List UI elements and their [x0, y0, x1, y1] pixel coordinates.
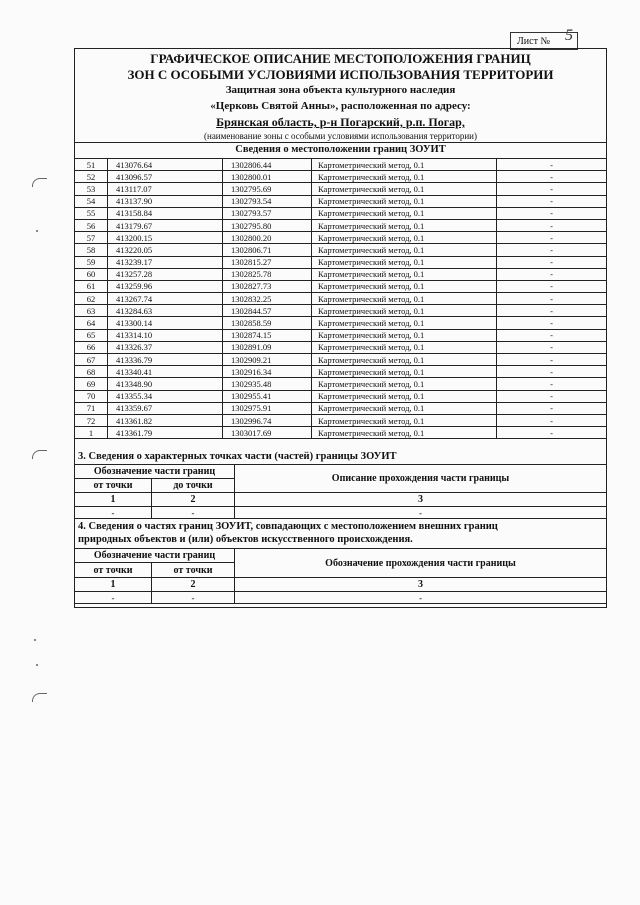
method: Картометрический метод, 0.1: [312, 183, 497, 195]
coord-y: 1302795.69: [223, 183, 312, 195]
coord-y: 1302975.91: [223, 402, 312, 414]
point-number: 58: [75, 244, 108, 256]
coord-x: 413158.84: [108, 207, 223, 219]
accuracy-note: -: [497, 354, 607, 366]
point-number: 62: [75, 293, 108, 305]
point-number: 66: [75, 341, 108, 353]
accuracy-note: -: [497, 207, 607, 219]
scan-speck: [34, 639, 36, 641]
table-row: [75, 329, 607, 341]
coord-y: 1302806.71: [223, 244, 312, 256]
accuracy-note: -: [497, 414, 607, 426]
table-row: [75, 171, 607, 183]
point-number: 72: [75, 414, 108, 426]
accuracy-note: -: [497, 402, 607, 414]
s4-num-2: 2: [152, 578, 235, 592]
method: Картометрический метод, 0.1: [312, 256, 497, 268]
coord-y: 1302909.21: [223, 354, 312, 366]
accuracy-note: -: [497, 293, 607, 305]
point-number: 67: [75, 354, 108, 366]
coord-x: 413200.15: [108, 232, 223, 244]
coord-x: 413179.67: [108, 219, 223, 231]
method: Картометрический метод, 0.1: [312, 280, 497, 292]
point-number: 57: [75, 232, 108, 244]
s3-value-3: -: [235, 507, 607, 519]
s3-num-2: 2: [152, 493, 235, 507]
point-number: 56: [75, 219, 108, 231]
coord-y: 1302891.09: [223, 341, 312, 353]
accuracy-note: -: [497, 366, 607, 378]
coord-y: 1302825.78: [223, 268, 312, 280]
coord-y: 1302996.74: [223, 414, 312, 426]
accuracy-note: -: [497, 329, 607, 341]
section-4-title-line-2: природных объектов и (или) объектов искусственного происхождения.: [78, 534, 413, 545]
point-number: 63: [75, 305, 108, 317]
method: Картометрический метод, 0.1: [312, 195, 497, 207]
s4-value-3: -: [235, 592, 607, 604]
binder-hole-mark: [32, 450, 47, 459]
accuracy-note: -: [497, 427, 607, 439]
s4-col-from: от точки: [75, 563, 152, 578]
table-row: [75, 219, 607, 231]
table-row: [75, 232, 607, 244]
table-row: [75, 305, 607, 317]
table-row: [75, 390, 607, 402]
method: Картометрический метод, 0.1: [312, 171, 497, 183]
binder-hole-mark: [32, 693, 47, 702]
point-number: 60: [75, 268, 108, 280]
point-number: 69: [75, 378, 108, 390]
coord-y: 1302815.27: [223, 256, 312, 268]
coordinates-body: [75, 159, 607, 439]
coord-x: 413361.82: [108, 414, 223, 426]
coord-y: 1302935.48: [223, 378, 312, 390]
point-number: 64: [75, 317, 108, 329]
s4-value-1: -: [75, 592, 152, 604]
s3-col-group: Обозначение части границ: [75, 465, 235, 479]
table-row: [75, 159, 607, 171]
point-number: 59: [75, 256, 108, 268]
accuracy-note: -: [497, 256, 607, 268]
method: Картометрический метод, 0.1: [312, 293, 497, 305]
coord-y: 1302793.54: [223, 195, 312, 207]
method: Картометрический метод, 0.1: [312, 329, 497, 341]
coord-y: 1302858.59: [223, 317, 312, 329]
s4-value-2: -: [152, 592, 235, 604]
method: Картометрический метод, 0.1: [312, 378, 497, 390]
point-number: 52: [75, 171, 108, 183]
coord-x: 413239.17: [108, 256, 223, 268]
accuracy-note: -: [497, 219, 607, 231]
s3-value-1: -: [75, 507, 152, 519]
s4-num-3: 3: [235, 578, 607, 592]
coord-x: 413137.90: [108, 195, 223, 207]
table-row: [75, 195, 607, 207]
table-row: [75, 280, 607, 292]
coord-x: 413257.28: [108, 268, 223, 280]
method: Картометрический метод, 0.1: [312, 159, 497, 171]
section-4-table: [74, 548, 607, 604]
s4-num-1: 1: [75, 578, 152, 592]
accuracy-note: -: [497, 268, 607, 280]
point-number: 71: [75, 402, 108, 414]
section-3-title: 3. Сведения о характерных точках части (частей) границы ЗОУИТ: [78, 451, 397, 462]
point-number: 1: [75, 427, 108, 439]
method: Картометрический метод, 0.1: [312, 402, 497, 414]
coord-x: 413340.41: [108, 366, 223, 378]
method: Картометрический метод, 0.1: [312, 427, 497, 439]
method: Картометрический метод, 0.1: [312, 317, 497, 329]
coord-x: 413314.10: [108, 329, 223, 341]
coord-x: 413355.34: [108, 390, 223, 402]
coord-y: 1302874.15: [223, 329, 312, 341]
method: Картометрический метод, 0.1: [312, 341, 497, 353]
table-row: [75, 244, 607, 256]
table-row: [75, 402, 607, 414]
scan-speck: [36, 664, 38, 666]
table-row: [75, 341, 607, 353]
point-number: 54: [75, 195, 108, 207]
s3-col-to: до точки: [152, 479, 235, 493]
coord-x: 413336.79: [108, 354, 223, 366]
coord-y: 1303017.69: [223, 427, 312, 439]
accuracy-note: -: [497, 195, 607, 207]
scan-speck: [36, 230, 38, 232]
point-number: 51: [75, 159, 108, 171]
s4-col-group: Обозначение части границ: [75, 549, 235, 563]
accuracy-note: -: [497, 390, 607, 402]
table-row: [75, 378, 607, 390]
section-4-title-line-1: 4. Сведения о частях границ ЗОУИТ, совпадающих с местоположением внешних границ: [78, 521, 498, 532]
s3-col-desc: Описание прохождения части границы: [235, 465, 607, 493]
table-row: [75, 414, 607, 426]
coord-y: 1302806.44: [223, 159, 312, 171]
accuracy-note: -: [497, 159, 607, 171]
coord-x: 413267.74: [108, 293, 223, 305]
coord-y: 1302800.20: [223, 232, 312, 244]
coord-y: 1302844.57: [223, 305, 312, 317]
method: Картометрический метод, 0.1: [312, 305, 497, 317]
table-row: [75, 427, 607, 439]
table-row: [75, 317, 607, 329]
method: Картометрический метод, 0.1: [312, 232, 497, 244]
section-4-title: [78, 520, 498, 546]
zone-caption: (наименование зоны с особыми условиями использования территории): [204, 131, 477, 141]
method: Картометрический метод, 0.1: [312, 219, 497, 231]
accuracy-note: -: [497, 280, 607, 292]
section-3-table: [74, 464, 607, 519]
s4-col-desc: Обозначение прохождения части границы: [235, 549, 607, 578]
address: Брянская область, р-н Погарский, р.п. Погар,: [216, 115, 465, 129]
coord-y: 1302795.80: [223, 219, 312, 231]
coord-y: 1302832.25: [223, 293, 312, 305]
point-number: 68: [75, 366, 108, 378]
coord-x: 413326.37: [108, 341, 223, 353]
coord-x: 413359.67: [108, 402, 223, 414]
table-row: [75, 207, 607, 219]
method: Картометрический метод, 0.1: [312, 414, 497, 426]
accuracy-note: -: [497, 171, 607, 183]
s4-col-to: от точки: [152, 563, 235, 578]
s3-num-1: 1: [75, 493, 152, 507]
document-header: [74, 50, 607, 156]
point-number: 53: [75, 183, 108, 195]
sheet-label: Лист №: [517, 36, 550, 47]
method: Картометрический метод, 0.1: [312, 244, 497, 256]
binder-hole-mark: [32, 178, 47, 187]
method: Картометрический метод, 0.1: [312, 207, 497, 219]
point-number: 61: [75, 280, 108, 292]
coord-x: 413220.05: [108, 244, 223, 256]
point-number: 55: [75, 207, 108, 219]
coord-x: 413284.63: [108, 305, 223, 317]
table-row: [75, 183, 607, 195]
section-title: Сведения о местоположении границ ЗОУИТ: [74, 142, 607, 156]
coord-y: 1302800.01: [223, 171, 312, 183]
accuracy-note: -: [497, 341, 607, 353]
table-row: [75, 256, 607, 268]
accuracy-note: -: [497, 183, 607, 195]
accuracy-note: -: [497, 232, 607, 244]
accuracy-note: -: [497, 317, 607, 329]
subtitle-line-1: Защитная зона объекта культурного наследия: [225, 84, 456, 96]
coord-y: 1302793.57: [223, 207, 312, 219]
accuracy-note: -: [497, 305, 607, 317]
coord-y: 1302955.41: [223, 390, 312, 402]
coord-x: 413348.90: [108, 378, 223, 390]
sheet-number: 5: [565, 27, 573, 44]
point-number: 65: [75, 329, 108, 341]
method: Картометрический метод, 0.1: [312, 366, 497, 378]
title-line-1: ГРАФИЧЕСКОЕ ОПИСАНИЕ МЕСТОПОЛОЖЕНИЯ ГРАНИЦ: [150, 51, 531, 66]
title-line-2: ЗОН С ОСОБЫМИ УСЛОВИЯМИ ИСПОЛЬЗОВАНИЯ ТЕРРИТОРИИ: [127, 67, 554, 82]
method: Картометрический метод, 0.1: [312, 268, 497, 280]
coord-x: 413117.07: [108, 183, 223, 195]
s3-num-3: 3: [235, 493, 607, 507]
s3-col-from: от точки: [75, 479, 152, 493]
table-row: [75, 366, 607, 378]
subtitle-line-2: «Церковь Святой Анны», расположенная по адресу:: [210, 100, 471, 112]
table-row: [75, 354, 607, 366]
method: Картометрический метод, 0.1: [312, 390, 497, 402]
method: Картометрический метод, 0.1: [312, 354, 497, 366]
coord-x: 413096.57: [108, 171, 223, 183]
point-number: 70: [75, 390, 108, 402]
coord-x: 413361.79: [108, 427, 223, 439]
accuracy-note: -: [497, 244, 607, 256]
table-row: [75, 293, 607, 305]
coord-x: 413076.64: [108, 159, 223, 171]
coord-y: 1302827.73: [223, 280, 312, 292]
coord-y: 1302916.34: [223, 366, 312, 378]
table-row: [75, 268, 607, 280]
s3-value-2: -: [152, 507, 235, 519]
coord-x: 413259.96: [108, 280, 223, 292]
coord-x: 413300.14: [108, 317, 223, 329]
accuracy-note: -: [497, 378, 607, 390]
coordinates-table: [74, 158, 607, 439]
